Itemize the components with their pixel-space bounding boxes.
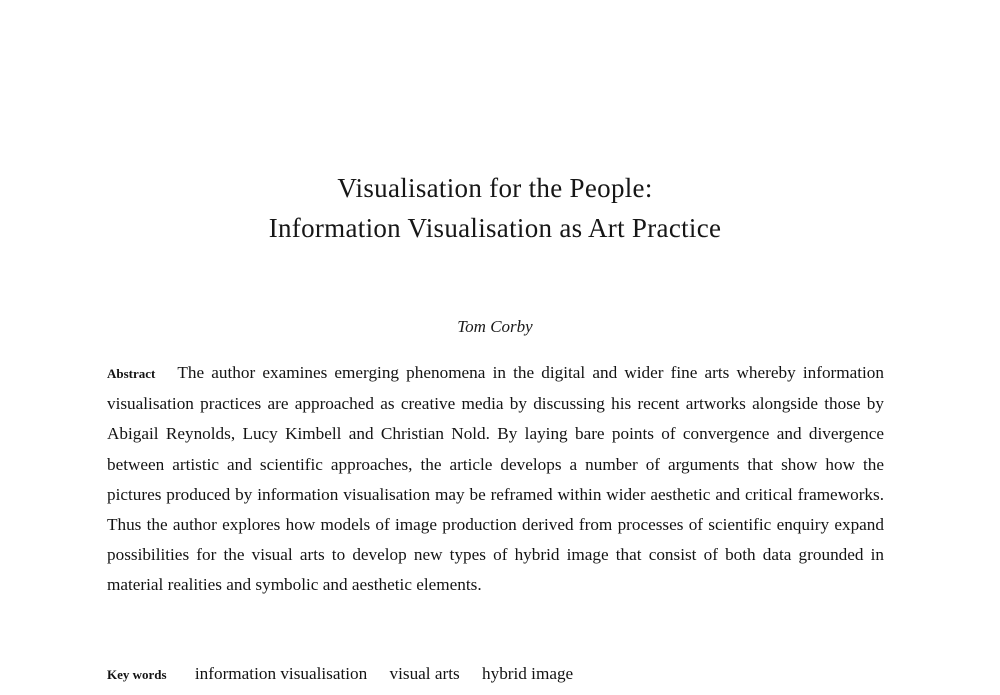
keyword-3: hybrid image xyxy=(482,664,574,683)
keywords-line xyxy=(107,661,884,688)
keyword-2: visual arts xyxy=(389,664,460,683)
title-line-2: Information Visualisation as Art Practice xyxy=(268,213,722,243)
keywords-label: Key words xyxy=(107,667,167,682)
paper-title xyxy=(0,168,990,248)
abstract-label: Abstract xyxy=(107,366,156,381)
abstract-text: The author examines emerging phenomena in the digital and wider fine arts whereby information visualisation practices are approached as creative media by discussing his recent artworks alongside those by Abigail Reynolds, Lucy Kimbell and Christian Nold. By laying bare points of convergence and divergence between artistic and scientific approaches, the article develops a number of arguments that show how the pictures produced by information visualisation may be reframed within wider aesthetic and critical frameworks. Thus the author explores how models of image production derived from processes of scientific enquiry expand possibilities for the visual arts to develop new types of hybrid image that consist of both data grounded in material realities and symbolic and aesthetic elements. xyxy=(107,363,884,595)
title-line-1: Visualisation for the People: xyxy=(337,173,653,203)
author-name: Tom Corby xyxy=(457,317,533,336)
keyword-1: information visualisation xyxy=(194,664,368,683)
abstract xyxy=(107,358,884,601)
